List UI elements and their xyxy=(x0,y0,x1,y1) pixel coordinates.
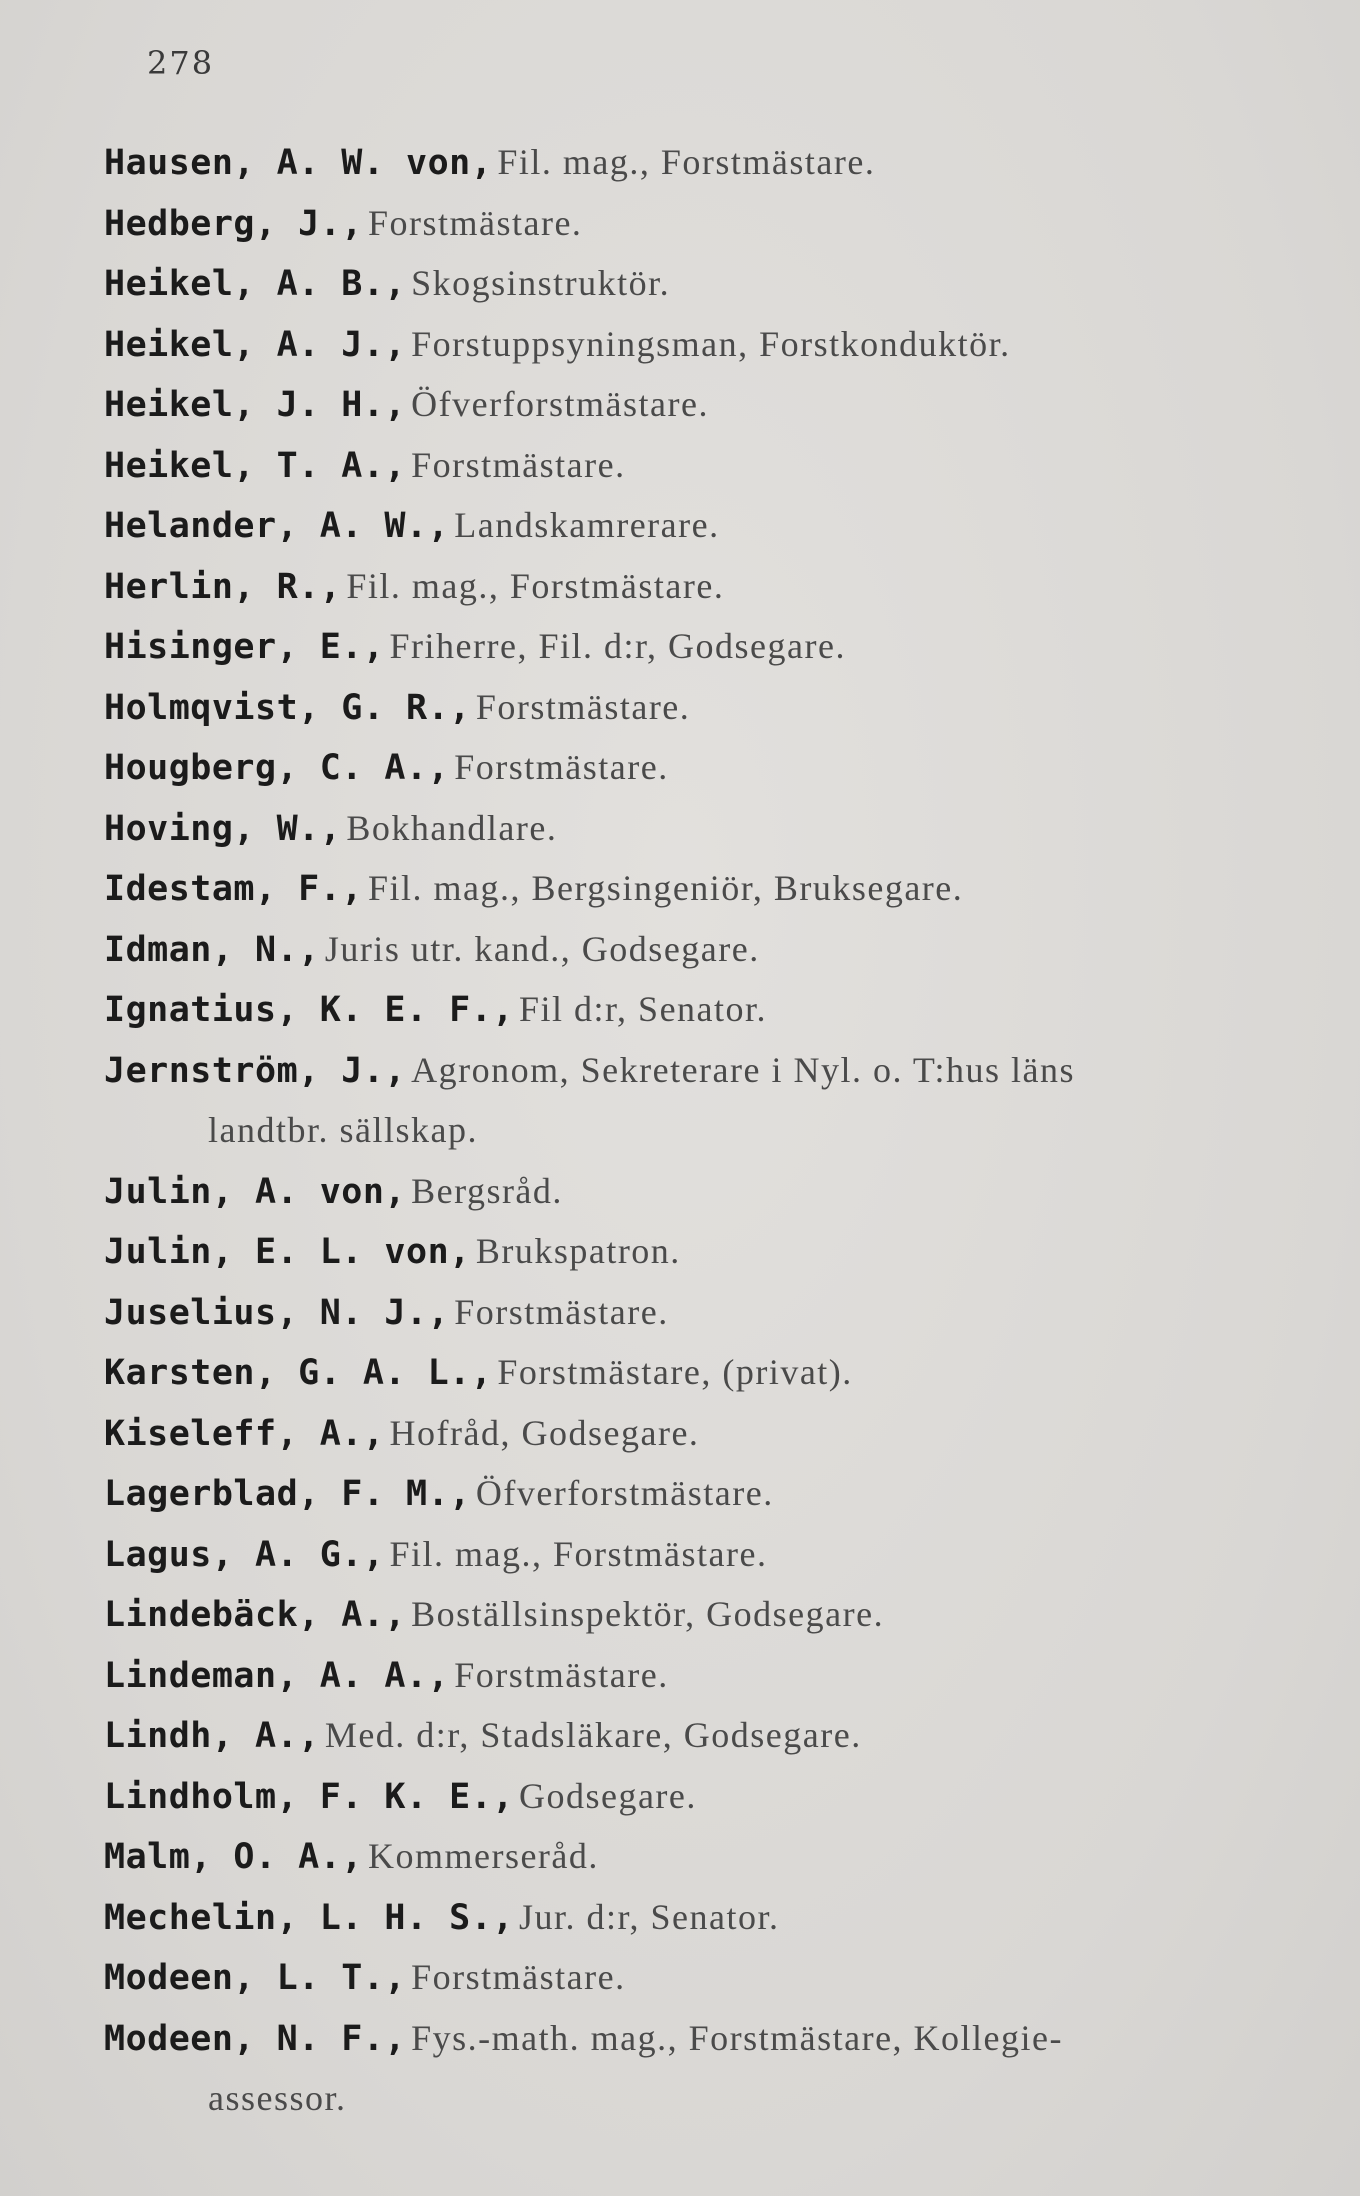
entry-description: Brukspatron. xyxy=(475,1231,681,1271)
entry-description: Kommerseråd. xyxy=(367,1836,599,1876)
entry-description: Fil. mag., Bergsingeniör, Bruksegare. xyxy=(367,868,964,908)
entry-name: Lindeman, A. A., xyxy=(104,1655,450,1696)
list-item xyxy=(104,193,1304,254)
entry-description: Forstmästare. xyxy=(454,747,669,787)
entry-name: Karsten, G. A. L., xyxy=(104,1353,493,1393)
entry-description: Landskamrerare. xyxy=(454,505,720,545)
entry-description: Forstmästare. xyxy=(454,1654,669,1695)
list-item xyxy=(104,677,1304,738)
entry-name: Modeen, N. F., xyxy=(104,2018,407,2059)
list-item xyxy=(104,374,1304,435)
entry-name: Julin, A. von, xyxy=(104,1171,407,1212)
entry-name: Hedberg, J., xyxy=(104,203,363,244)
entry-name: Lagus, A. G., xyxy=(104,1534,385,1575)
entry-name: Heikel, A. J., xyxy=(104,324,407,365)
entry-description: Fil. mag., Forstmästare. xyxy=(346,565,725,606)
entry-name: Malm, O. A., xyxy=(104,1837,363,1877)
list-item xyxy=(104,2008,1304,2129)
list-item xyxy=(104,1766,1304,1827)
list-item xyxy=(104,1040,1304,1161)
entry-description: Bergsråd. xyxy=(411,1170,563,1211)
entry-name: Lindh, A., xyxy=(104,1716,320,1756)
list-item xyxy=(104,1524,1304,1585)
list-item xyxy=(104,737,1304,798)
entry-name: Lagerblad, F. M., xyxy=(104,1474,471,1514)
entry-name: Herlin, R., xyxy=(104,566,342,607)
entry-description: Agronom, Sekreterare i Nyl. o. T:hus läns xyxy=(411,1049,1076,1090)
entry-name: Hisinger, E., xyxy=(104,627,385,667)
entry-description: Öfverforstmästare. xyxy=(475,1473,774,1513)
entry-name: Ignatius, K. E. F., xyxy=(104,990,514,1030)
list-item xyxy=(104,1705,1304,1766)
list-item xyxy=(104,1282,1304,1343)
list-item xyxy=(104,1221,1304,1282)
entry-continuation: assessor. xyxy=(208,2078,347,2118)
list-item xyxy=(104,858,1304,919)
entry-name: Lindholm, F. K. E., xyxy=(104,1776,514,1817)
entry-name: Idman, N., xyxy=(104,929,320,970)
entry-description: Hofråd, Godsegare. xyxy=(389,1412,700,1453)
entry-name: Juselius, N. J., xyxy=(104,1292,450,1333)
entry-name: Lindebäck, A., xyxy=(104,1595,407,1635)
entry-name: Heikel, J. H., xyxy=(104,385,407,425)
entry-first-line xyxy=(104,1040,1304,1101)
page-number: 278 xyxy=(147,44,215,82)
entry-description: Boställsinspektör, Godsegare. xyxy=(411,1594,885,1634)
entry-description: Bokhandlare. xyxy=(346,807,558,848)
entry-name: Modeen, L. T., xyxy=(104,1958,407,1998)
entry-name: Helander, A. W., xyxy=(104,506,450,546)
list-item xyxy=(104,1161,1304,1222)
entry-name: Hausen, A. W. von, xyxy=(104,143,493,183)
entry-description: Forstmästare. xyxy=(411,1957,626,1997)
list-item xyxy=(104,253,1304,314)
entry-name: Hoving, W., xyxy=(104,808,342,849)
entry-description: Med. d:r, Stadsläkare, Godsegare. xyxy=(324,1715,862,1755)
entry-description: Friherre, Fil. d:r, Godsegare. xyxy=(389,626,846,666)
entry-name: Kiseleff, A., xyxy=(104,1413,385,1454)
entry-description: Forstmästare. xyxy=(367,202,583,243)
entry-name: Idestam, F., xyxy=(104,869,363,909)
entry-name: Holmqvist, G. R., xyxy=(104,687,471,728)
entry-name: Jernström, J., xyxy=(104,1050,407,1091)
list-item xyxy=(104,979,1304,1040)
entry-description: Jur. d:r, Senator. xyxy=(518,1896,780,1937)
entry-name: Julin, E. L. von, xyxy=(104,1232,471,1272)
list-item xyxy=(104,314,1304,375)
list-item xyxy=(104,556,1304,617)
entry-name: Heikel, T. A., xyxy=(104,445,407,486)
list-item xyxy=(104,132,1304,193)
entry-description: Skogsinstruktör. xyxy=(411,263,671,303)
entry-description: Juris utr. kand., Godsegare. xyxy=(324,928,760,969)
entry-description: Forstmästare. xyxy=(475,686,691,727)
entry-name: Mechelin, L. H. S., xyxy=(104,1897,514,1938)
list-item xyxy=(104,1826,1304,1887)
list-item xyxy=(104,616,1304,677)
list-item xyxy=(104,435,1304,496)
list-item xyxy=(104,1887,1304,1948)
entry-continuation: landtbr. sällskap. xyxy=(208,1110,478,1150)
entry-description: Fil. mag., Forstmästare. xyxy=(497,142,876,182)
entry-description: Godsegare. xyxy=(518,1775,697,1816)
entry-name: Hougberg, C. A., xyxy=(104,748,450,788)
list-item xyxy=(104,1584,1304,1645)
entry-description: Forstmästare. xyxy=(411,444,626,485)
list-item xyxy=(104,798,1304,859)
list-item xyxy=(104,1463,1304,1524)
list-item xyxy=(104,1342,1304,1403)
entry-description: Forstmästare. xyxy=(454,1291,669,1332)
entry-description: Forstmästare, (privat). xyxy=(497,1352,853,1392)
list-item xyxy=(104,1645,1304,1706)
entry-description: Öfverforstmästare. xyxy=(411,384,709,424)
entry-description: Fys.-math. mag., Forstmästare, Kollegie- xyxy=(411,2017,1063,2058)
list-item xyxy=(104,495,1304,556)
entry-description: Fil d:r, Senator. xyxy=(518,989,768,1029)
entry-first-line xyxy=(104,2008,1304,2069)
list-item xyxy=(104,1947,1304,2008)
member-list xyxy=(104,132,1304,2129)
entry-description: Forstuppsyningsman, Forstkonduktör. xyxy=(411,323,1011,364)
entry-description: Fil. mag., Forstmästare. xyxy=(389,1533,768,1574)
list-item xyxy=(104,1403,1304,1464)
entry-name: Heikel, A. B., xyxy=(104,264,407,304)
list-item xyxy=(104,919,1304,980)
